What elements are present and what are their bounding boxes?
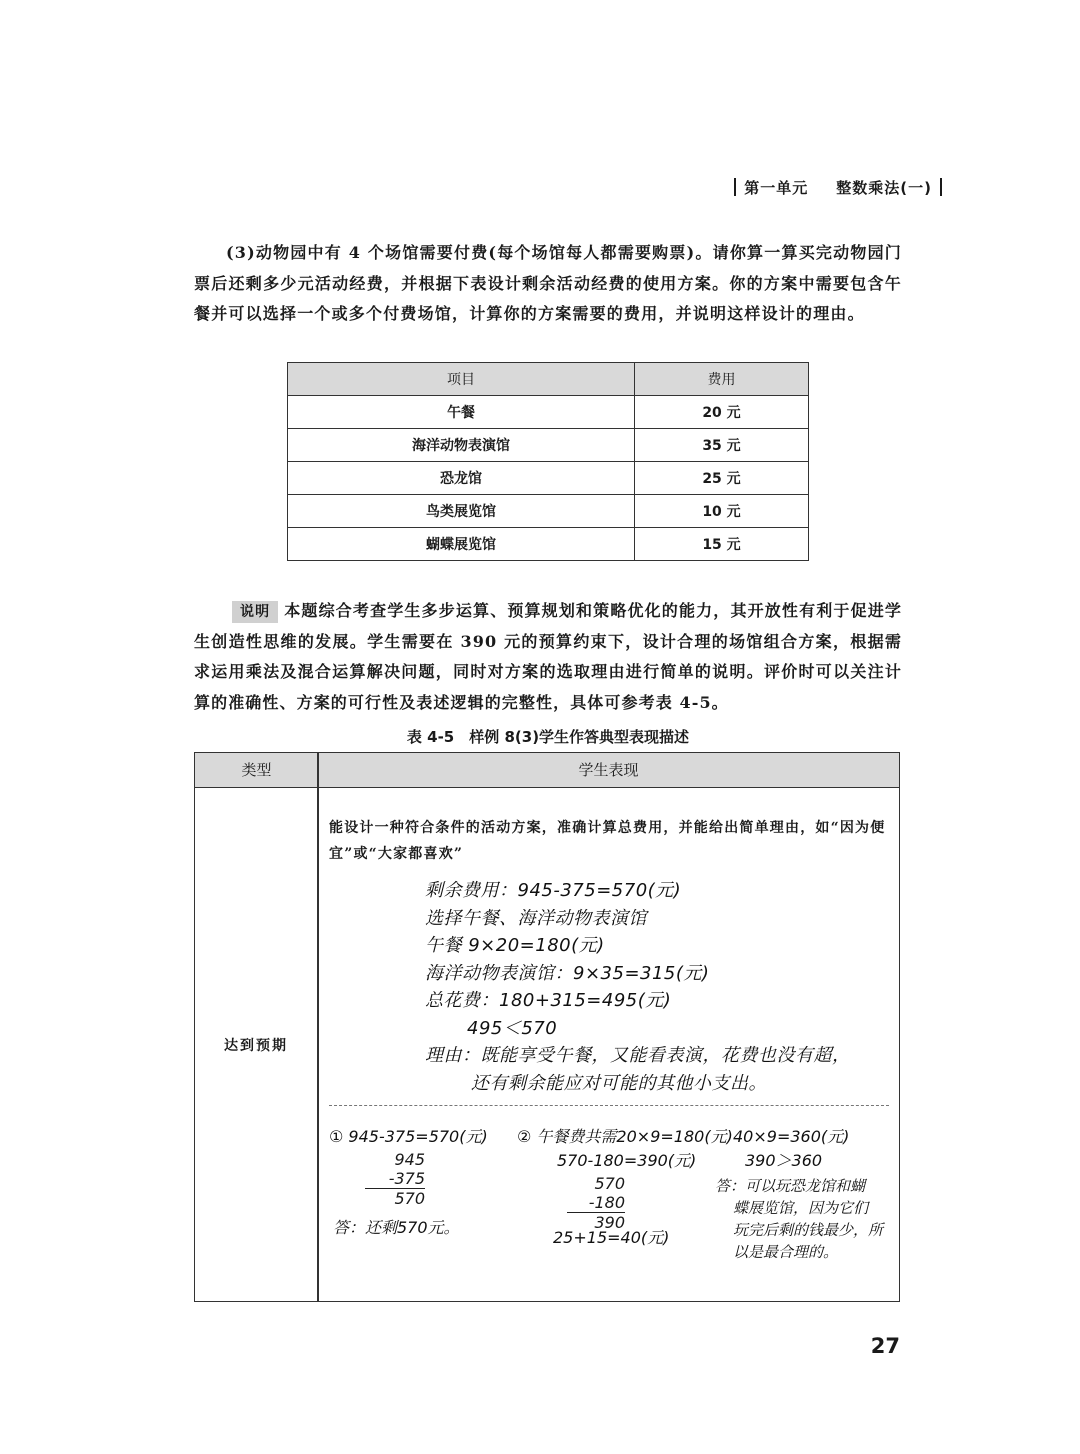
calc-line: 945 (394, 1150, 425, 1169)
vertical-calculation-b (567, 1174, 625, 1232)
calc-result: 570 (365, 1188, 425, 1208)
sample2-b-lines (517, 1125, 733, 1173)
fee-cost: 15 元 (635, 528, 809, 561)
calc-line: 570 (594, 1174, 625, 1193)
vertical-calculation-a (365, 1150, 425, 1208)
answer-line: 蝶展览馆，因为它们 (733, 1199, 869, 1217)
note-text: 本题综合考查学生多步运算、预算规划和策略优化的能力，其开放性有利于促进学生创造性思维的发展。学生需要在 390 元的预算约束下，设计合理的场馆组合方案，根据需求运用乘法及混合运算解决问题，同时对方案的选取理由进行简单的说明。评价时可以关注计算的准确性、方案的可行性及表述逻辑的完整性，具体可参考表 4-5。 (194, 601, 902, 712)
question-paragraph (194, 238, 902, 330)
header-unit: 第一单元 (744, 178, 809, 197)
sample1-line: 剩余费用：945-375=570(元) (425, 880, 682, 901)
table-row (288, 396, 809, 429)
sample1-line: 495＜570 (467, 1017, 558, 1039)
header-title: 整数乘法(一) (836, 178, 932, 197)
fee-item: 恐龙馆 (288, 462, 635, 495)
header-type: 类型 (241, 761, 272, 779)
column-divider (317, 753, 319, 1301)
sample2-b-line3: 25+15=40(元) (553, 1228, 670, 1247)
table-row (288, 528, 809, 561)
note-tag: 说明 (232, 601, 278, 623)
performance-table (194, 752, 900, 1302)
table-row (288, 495, 809, 528)
sample1-line: 选择午餐、海洋动物表演馆 (425, 907, 647, 929)
fee-cost: 35 元 (635, 429, 809, 462)
page-number: 27 (870, 1334, 900, 1358)
sample2-a-answer: 答：还剩570元。 (333, 1218, 460, 1237)
sample2-c-line: 390＞360 (745, 1151, 823, 1170)
header-performance: 学生表现 (578, 761, 639, 779)
answer-line: 玩完后剩的钱最少，所 (733, 1221, 884, 1239)
calc-line: -180 (588, 1193, 625, 1212)
header-bar-right (940, 178, 942, 196)
fee-table (287, 362, 809, 561)
sample1-line: 午餐 9×20=180(元) (425, 935, 605, 956)
fee-item: 午餐 (288, 396, 635, 429)
fee-header-cost: 费用 (635, 363, 809, 396)
sample2-b-line: 570-180=390(元) (557, 1151, 697, 1170)
performance-description: 能设计一种符合条件的活动方案，准确计算总费用，并能给出简单理由，如“因为便宜”或“大家都喜欢” (329, 820, 886, 862)
fee-cost: 10 元 (635, 495, 809, 528)
performance-table-header (195, 753, 899, 788)
sample1-line: 理由：既能享受午餐，又能看表演，花费也没有超， (425, 1045, 851, 1066)
calc-line: -375 (388, 1169, 425, 1188)
calc-result: 390 (567, 1212, 625, 1232)
answer-line: 答：可以玩恐龙馆和蝴 (715, 1177, 866, 1195)
type-cell: 达到预期 (224, 1037, 288, 1054)
sample1-line: 还有剩余能应对可能的其他小支出。 (471, 1072, 767, 1094)
fee-cost: 20 元 (635, 396, 809, 429)
sample2-c-lines (733, 1125, 849, 1173)
sample2-c-answer (715, 1175, 883, 1263)
table-caption: 表 4-5 样例 8(3)学生作答典型表现描述 (406, 728, 690, 746)
fee-item: 蝴蝶展览馆 (288, 528, 635, 561)
sample1-line: 海洋动物表演馆：9×35=315(元) (425, 962, 710, 984)
table-row (288, 429, 809, 462)
sample2-c-line: 40×9=360(元) (733, 1127, 850, 1146)
fee-cost: 25 元 (635, 462, 809, 495)
fee-item: 海洋动物表演馆 (288, 429, 635, 462)
handwritten-sample-1 (425, 877, 851, 1097)
sample2-b-line: ② 午餐费共需20×9=180(元) (517, 1127, 733, 1146)
sample1-line: 总花费：180+315=495(元) (425, 990, 672, 1011)
note-paragraph (194, 596, 902, 718)
header-bar-left (734, 178, 736, 196)
fee-item: 鸟类展览馆 (288, 495, 635, 528)
question-text: (3)动物园中有 4 个场馆需要付费(每个场馆每人都需要购票)。请你算一算买完动物园门票后还剩多少元活动经费，并根据下表设计剩余活动经费的使用方案。你的方案中需要包含午餐并可以选择一个或多个付费场馆，计算你的方案需要的费用，并说明这样设计的理由。 (194, 243, 902, 323)
sample2-a-line: ① 945-375=570(元) (329, 1127, 488, 1146)
fee-table-header (288, 363, 809, 396)
answer-line: 以是最合理的。 (733, 1243, 839, 1261)
table-row (288, 462, 809, 495)
dashed-divider (329, 1105, 889, 1106)
fee-header-item: 项目 (288, 363, 635, 396)
running-header (682, 176, 942, 198)
